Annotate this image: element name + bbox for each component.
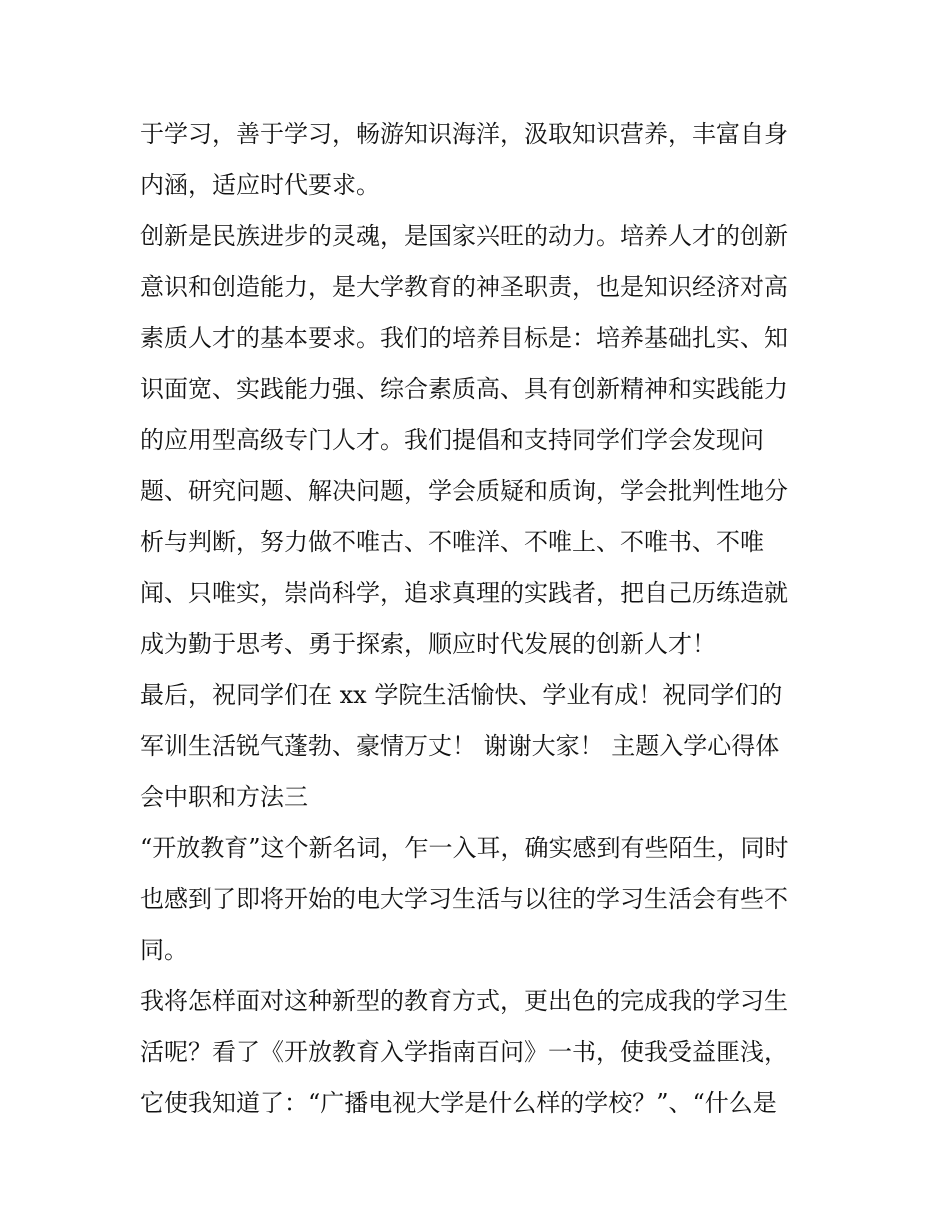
text-line: 题、研究问题、解决问题，学会质疑和质询，学会批判性地分	[140, 477, 788, 505]
text-line: 创新是民族进步的灵魂，是国家兴旺的动力。培养人才的创新	[140, 222, 788, 250]
text-line: 内涵，适应时代要求。	[140, 171, 380, 199]
text-line: 我将怎样面对这种新型的教育方式，更出色的完成我的学习生	[140, 987, 788, 1015]
text-line: 于学习，善于学习，畅游知识海洋，汲取知识营养，丰富自身	[140, 120, 788, 148]
text-line: “开放教育”这个新名词，乍一入耳，确实感到有些陌生，同时	[140, 834, 789, 862]
text-line: 同。	[140, 936, 188, 964]
text-line: 活呢？看了《开放教育入学指南百问》一书，使我受益匪浅，	[140, 1038, 788, 1066]
text-line: 也感到了即将开始的电大学习生活与以往的学习生活会有些不	[140, 885, 788, 913]
text-line: 闻、只唯实，崇尚科学，追求真理的实践者，把自己历练造就	[140, 579, 788, 607]
text-line: 会中职和方法三	[140, 783, 308, 811]
text-line: 它使我知道了：“广播电视大学是什么样的学校？”、“什么是	[140, 1089, 777, 1117]
text-line: 成为勤于思考、勇于探索，顺应时代发展的创新人才！	[140, 630, 716, 658]
text-line: 析与判断，努力做不唯古、不唯洋、不唯上、不唯书、不唯	[140, 528, 764, 556]
text-line: 识面宽、实践能力强、综合素质高、具有创新精神和实践能力	[140, 375, 788, 403]
text-line: 最后，祝同学们在 xx 学院生活愉快、学业有成！祝同学们的	[140, 681, 783, 709]
text-line: 素质人才的基本要求。我们的培养目标是：培养基础扎实、知	[140, 324, 788, 352]
text-line: 的应用型高级专门人才。我们提倡和支持同学们学会发现问	[140, 426, 764, 454]
text-line: 军训生活锐气蓬勃、豪情万丈！ 谢谢大家！ 主题入学心得体	[140, 732, 780, 760]
text-line: 意识和创造能力，是大学教育的神圣职责，也是知识经济对高	[140, 273, 788, 301]
document-body	[140, 109, 820, 1129]
